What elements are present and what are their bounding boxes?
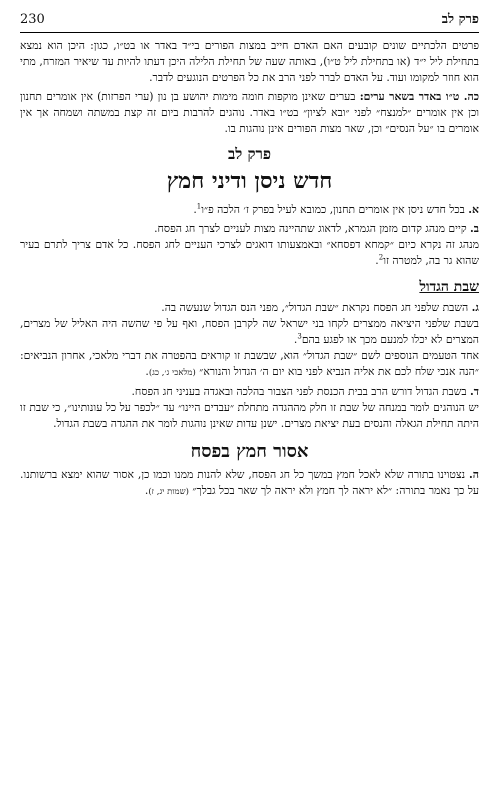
page-number: 230 xyxy=(20,12,45,27)
page-header xyxy=(20,10,479,33)
section-a-text: בכל חדש ניסן אין אומרים תחנון, כמובא לעיל בפרק ז׳ הלכה פ״ו xyxy=(201,203,465,216)
section-g xyxy=(20,300,479,316)
section-b-continued-text: מנהג זה נקרא כיום ״קמחא דפסחא״ ובאמצעותו דואגים לצרכי העניים לחג הפסח. כל אדם צריך לתרם בעיר שהוא גר בה, למטרה זו xyxy=(20,238,479,267)
section-kh-label: כה. ט״ו באדר בשאר ערים: xyxy=(359,90,480,103)
chapter-label: פרק לב xyxy=(227,145,272,163)
section-g-more-text: אחד הטעמים הנוספים לשם ״שבת הגדול״ הוא, שבשבת זו קוראים בהפטרה את דברי מלאכי, אחרון הנביאים: ״הנה אנכי שלח לכם את אליה הנביא לפני בוא יום ה׳ הגדול והנורא״ xyxy=(20,349,479,378)
section-a-label: א. xyxy=(468,203,479,216)
footnote-1-marker: 1 xyxy=(196,202,202,211)
subheading-issur-chametz: אסור חמץ בפסח xyxy=(190,441,309,462)
section-d-more: יש הנוהגים לומר במנחה של שבת זו חלק מההגדה מתחלת ״עבדים היינו״ עד ״לכפר על כל עונותינו״, כי שבת זו היתה תחילת הגאלה והנסים בעת יציאת מצרים. ישנן עדות שאינן נוהגות לומר את ההגדה בשבת הגדול. xyxy=(20,401,479,430)
section-kh xyxy=(20,89,479,137)
section-g-label: ג. xyxy=(471,301,479,314)
section-d-text: בשבת הגדול דורש הרב בבית הכנסת לפני הצבור בהלכה ובאגדה בעניני חג הפסח. xyxy=(131,385,467,398)
section-b xyxy=(20,221,479,237)
running-chapter-label: פרק לב xyxy=(441,12,479,27)
section-g-more: אחד הטעמים הנוספים לשם ״שבת הגדול״ הוא, שבשבת זו קוראים בהפטרה את דברי מלאכי, אחרון הנביאים: ״הנה אנכי שלח לכם את אליה הנביא לפני בוא יום ה׳ הגדול והנורא״ (מלאכי ג׳, כג). xyxy=(20,349,479,378)
section-d-label: ד. xyxy=(470,385,479,398)
section-b-label: ב. xyxy=(470,222,479,235)
section-h-reference: (שמות יג, ז) xyxy=(148,487,189,497)
section-h-label: ה. xyxy=(469,468,479,481)
section-h: ה. נצטוינו בתורה שלא לאכל חמץ במשך כל חג הפסח, שלא להנות ממנו וכמו כן, אסור שהוא ימצא ברשותנו. על כך נאמר בתורה: ״לא יראה לך חמץ ולא יראה לך שאר בכל גבלך״ (שמות יג, ז). xyxy=(20,468,479,497)
chapter-title: חדש ניסן ודיני חמץ xyxy=(166,168,333,194)
section-b-continued: מנהג זה נקרא כיום ״קמחא דפסחא״ ובאמצעותו דואגים לצרכי העניים לחג הפסח. כל אדם צריך לתרם בעיר שהוא גר בה, למטרה זו$^2$. xyxy=(20,238,479,267)
subheading-shabbat-hagadol: שבת הגדול xyxy=(419,279,479,295)
page-body xyxy=(20,38,479,796)
section-a: א. בכל חדש ניסן אין אומרים תחנון, כמובא לעיל בפרק ז׳ הלכה פ״ו$^1$. xyxy=(193,202,479,216)
section-d xyxy=(20,384,479,400)
footnote-2-marker: 2 xyxy=(378,253,384,262)
section-g-reference: (מלאכי ג׳, כג) xyxy=(148,368,196,378)
section-b-text: קיים מנהג קדום מזמן הגמרא, לדאוג שתהיינה מצות לעניים לצרך חג הפסח. xyxy=(154,222,467,235)
section-g-text: השבת שלפני חג הפסח נקראת ״שבת הגדול״, מפני הנס הגדול שנעשה בה. xyxy=(161,301,469,314)
section-g-continued-text: בשבת שלפני היציאה ממצרים לקחו בני ישראל שה לקרבן הפסח, ואף על פי שהשה היה האליל של מצרים, המצרים לא יכלו למנעם מכך או לפגע בהם xyxy=(20,317,479,346)
intro-paragraph: פרטים הלכתיים שונים קובעים האם האדם חייב במצות הפורים בי״ד באדר או בט״ו, כגון: היכן הוא נמצא בתחילת ליל י״ד (או בתחילת ליל ט״ו), באותה שעה של תחילת הלילה היכן דעתו להיות עד שיאיר המזרח, מתי הוא חוזר למקומו ועוד. על האדם לברר לפני הרב את כל הפרטים הנוגעים לדבר. xyxy=(20,39,479,84)
section-kh-text: בערים שאינן מוקפות חומה מימות יהושע בן נון (ערי הפרזות) אין אומרים תחנון וכן אין אומרים ״למנצח״ לפני ״ובא לציון״ בט״ו באדר. נוהגים להרבות ביום זה קצת במשתה ושמחה אך אין אומרים בו ״על הנסים״ וכן, שאר מצות הפורים אינן נוהגות בו. xyxy=(20,90,479,135)
footnote-3-marker: 3 xyxy=(297,332,302,341)
section-h-text: נצטוינו בתורה שלא לאכל חמץ במשך כל חג הפסח, שלא להנות ממנו וכמו כן, אסור שהוא ימצא ברשותנו. על כך נאמר בתורה: ״לא יראה לך חמץ ולא יראה לך שאר בכל גבלך״ xyxy=(20,468,479,497)
section-g-continued: בשבת שלפני היציאה ממצרים לקחו בני ישראל שה לקרבן הפסח, ואף על פי שהשה היה האליל של מצרים, המצרים לא יכלו למנעם מכך או לפגע בהם$^3$. xyxy=(20,317,479,346)
